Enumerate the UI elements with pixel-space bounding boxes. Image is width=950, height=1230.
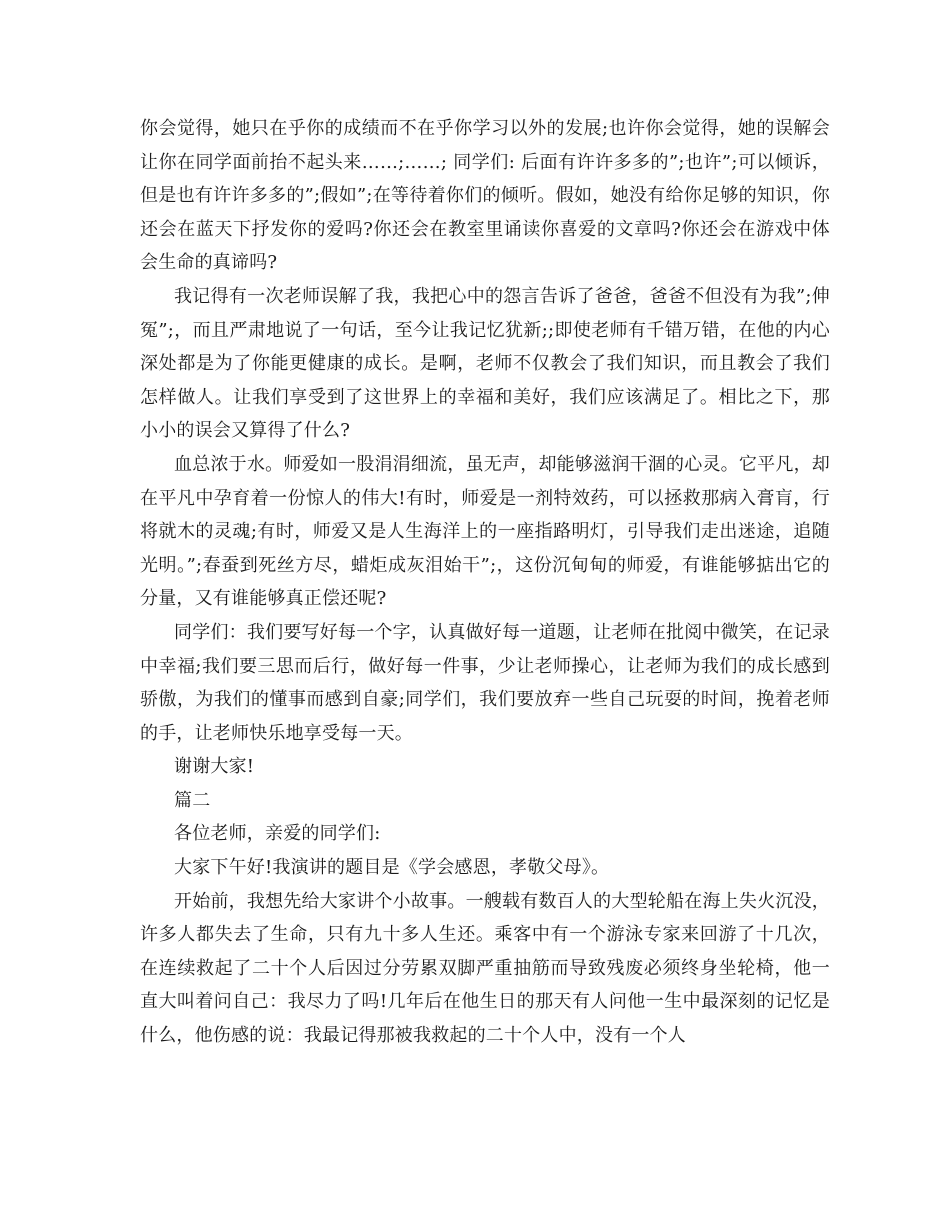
paragraph-1: 你会觉得，她只在乎你的成绩而不在乎你学习以外的发展;也许你会觉得，她的误解会让你在同学面前抬不起头来……;……; 同学们: 后面有许许多多的”;也许”;可以倾诉，但是也有许许多多的”;假如”;在等待着你们的倾听。假如，她没有给你足够的知识，你还会在蓝天下抒发你的爱吗?你还会在教室里诵读你喜爱的文章吗?你还会在游戏中体会生命的真谛吗? [140,118,830,274]
section-heading: 篇二 [174,789,211,811]
paragraph-3: 血总浓于水。师爱如一股涓涓细流，虽无声，却能够滋润干涸的心灵。它平凡，却在平凡中孕育着一份惊人的伟大!有时，师爱是一剂特效药，可以拯救那病入膏肓，行将就木的灵魂;有时，师爱又是人生海洋上的一座指路明灯，引导我们走出迷途，追随光明。”;春蚕到死丝方尽，蜡炬成灰泪始干”;，这份沉甸甸的师爱，有谁能够掂出它的分量，又有谁能够真正偿还呢? [140,453,830,610]
paragraph-4: 同学们：我们要写好每一个字，认真做好每一道题，让老师在批阅中微笑，在记录中幸福;我们要三思而后行，做好每一件事，少让老师操心，让老师为我们的成长感到骄傲，为我们的懂事而感到自豪;同学们，我们要放弃一些自己玩耍的时间，挽着老师的手，让老师快乐地享受每一天。 [140,621,830,744]
speech-title-line: 大家下午好!我演讲的题目是《学会感恩，孝敬父母》。 [174,857,610,879]
story-paragraph: 开始前，我想先给大家讲个小故事。一艘载有数百人的大型轮船在海上失火沉没，许多人都失去了生命，只有九十多人生还。乘客中有一个游泳专家来回游了十几次，在连续救起了二十个人后因过分劳累双脚严重抽筋而导致残废必须终身坐轮椅，他一直大叫着问自己：我尽力了吗!几年后在他生日的那天有人问他一生中最深刻的记忆是什么，他伤感的说：我最记得那被我救起的二十个人中，没有一个人 [140,890,830,1047]
closing-thanks: 谢谢大家! [174,756,255,778]
paragraph-2: 我记得有一次老师误解了我，我把心中的怨言告诉了爸爸，爸爸不但没有为我”;伸冤”;，而且严肃地说了一句话，至今让我记忆犹新;;即使老师有千错万错，在他的内心深处都是为了你能更健康的成长。是啊，老师不仅教会了我们知识，而且教会了我们怎样做人。让我们享受到了这世界上的幸福和美好，我们应该满足了。相比之下，那小小的误会又算得了什么? [140,285,830,442]
salutation: 各位老师，亲爱的同学们: [174,823,381,845]
document-body [140,112,830,1053]
